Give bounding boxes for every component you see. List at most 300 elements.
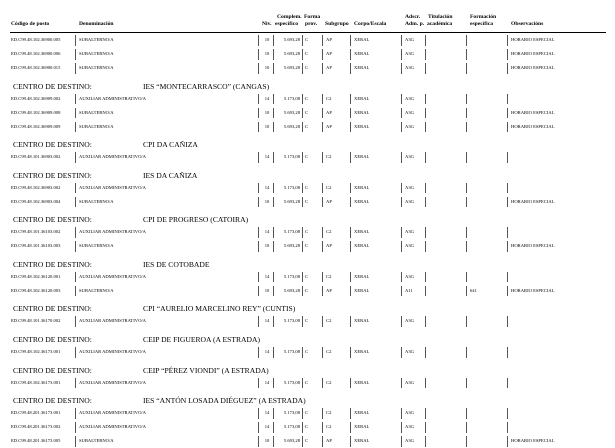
column-divider [425, 227, 426, 238]
position-code: ED.C99.48.102.36120.001 [11, 273, 61, 279]
column-divider [350, 378, 351, 389]
specific-complement: 5.173,08 [283, 318, 300, 324]
column-divider [425, 286, 426, 297]
corps-scale: XERAL [354, 410, 370, 416]
position-title: AUXILIAR ADMINISTRATIVO/A [79, 379, 146, 385]
position-code: ED.C99.48.101.36903.002 [11, 154, 61, 160]
header-niv: Niv. [262, 21, 272, 27]
centro-heading [0, 253, 615, 271]
column-divider [350, 183, 351, 194]
column-divider [258, 272, 259, 283]
column-divider [302, 241, 303, 252]
admin-assignment: A3G [405, 154, 414, 160]
admin-assignment: A11 [405, 287, 413, 293]
column-divider [466, 152, 467, 163]
corps-scale: XERAL [354, 424, 370, 430]
admin-assignment: A3G [405, 229, 414, 235]
column-divider [258, 316, 259, 327]
level: 14 [264, 410, 270, 416]
level: 10 [264, 243, 270, 249]
centro-heading [0, 164, 615, 182]
corps-scale: XERAL [354, 123, 370, 129]
column-divider [75, 272, 76, 283]
column-divider [75, 49, 76, 60]
header-observacions: Observacións [511, 21, 544, 27]
table-row [0, 421, 615, 434]
column-divider [350, 316, 351, 327]
header-complem: Complem. [277, 14, 302, 20]
column-divider [401, 286, 402, 297]
column-divider [350, 286, 351, 297]
column-divider [466, 122, 467, 133]
column-divider [350, 272, 351, 283]
column-divider [507, 49, 508, 60]
level: 10 [264, 287, 270, 293]
column-divider [258, 35, 259, 46]
provision-form: C [305, 243, 309, 249]
specific-complement: 5.693,28 [283, 64, 300, 70]
column-divider [258, 122, 259, 133]
level: 10 [264, 438, 270, 444]
column-divider [273, 436, 274, 447]
provision-form: C [305, 64, 309, 70]
column-divider [258, 183, 259, 194]
table-row [0, 346, 615, 359]
column-divider [258, 422, 259, 433]
column-divider [273, 63, 274, 74]
column-divider [322, 35, 323, 46]
column-divider [273, 347, 274, 358]
column-divider [507, 347, 508, 358]
provision-form: C [305, 109, 309, 115]
table-row [0, 196, 615, 209]
column-divider [466, 94, 467, 105]
header-formacion: Formación [470, 14, 497, 20]
provision-form: C [305, 37, 309, 42]
specific-complement: 5.693,28 [283, 109, 300, 115]
position-title: AUXILIAR ADMINISTRATIVO/A [79, 318, 146, 324]
column-divider [322, 63, 323, 74]
observations: HORARIO ESPECIAL [511, 243, 555, 249]
position-title: AUXILIAR ADMINISTRATIVO/A [79, 273, 146, 279]
table-row [0, 151, 615, 164]
level: 14 [264, 273, 270, 279]
admin-assignment: A3G [405, 273, 414, 279]
table-row [0, 435, 615, 448]
column-divider [507, 197, 508, 208]
centro-label: CENTRO DE DESTINO: [13, 81, 92, 91]
column-divider [401, 108, 402, 119]
corps-scale: XERAL [354, 95, 370, 101]
admin-assignment: A3G [405, 37, 414, 42]
specific-complement: 5.693,28 [283, 438, 300, 444]
column-divider [425, 183, 426, 194]
column-divider [401, 408, 402, 419]
column-divider [258, 408, 259, 419]
column-divider [258, 241, 259, 252]
table-row [0, 226, 615, 239]
column-divider [425, 35, 426, 46]
observations: HORARIO ESPECIAL [511, 37, 555, 42]
column-divider [273, 49, 274, 60]
column-divider [425, 49, 426, 60]
column-divider [322, 272, 323, 283]
table-row [0, 315, 615, 328]
column-divider [322, 122, 323, 133]
column-divider [401, 422, 402, 433]
observations: HORARIO ESPECIAL [511, 438, 555, 444]
column-divider [466, 286, 467, 297]
column-divider [466, 63, 467, 74]
table-row [0, 93, 615, 106]
column-divider [75, 63, 76, 74]
column-divider [273, 227, 274, 238]
position-code: ED.C99.48.102.36909.002 [11, 95, 61, 101]
column-divider [425, 241, 426, 252]
position-code: ED.C99.48.102.36173.001 [11, 349, 61, 355]
admin-assignment: A3G [405, 109, 414, 115]
column-divider [425, 63, 426, 74]
admin-assignment: A3G [405, 349, 414, 355]
table-row [0, 48, 615, 61]
column-divider [425, 94, 426, 105]
column-divider [466, 408, 467, 419]
admin-assignment: A3G [405, 410, 414, 416]
subgroup: AP [326, 438, 332, 444]
column-divider [75, 436, 76, 447]
admin-assignment: A3G [405, 438, 414, 444]
column-divider [322, 241, 323, 252]
column-divider [322, 378, 323, 389]
corps-scale: XERAL [354, 50, 370, 56]
subgroup: C2 [326, 318, 332, 324]
centro-name: CPI DE PROGRESO (CATOIRA) [143, 215, 249, 225]
provision-form: C [305, 349, 309, 355]
position-code: ED.C99.48.102.36900.005 [11, 37, 61, 42]
provision-form: C [305, 273, 309, 279]
position-code: ED.C99.48.102.36173.001 [11, 379, 61, 385]
subgroup: C2 [326, 424, 332, 430]
column-divider [350, 122, 351, 133]
column-divider [466, 35, 467, 46]
column-divider [302, 316, 303, 327]
specific-complement: 5.693,28 [283, 50, 300, 56]
column-divider [507, 63, 508, 74]
observations: HORARIO ESPECIAL [511, 109, 555, 115]
specific-complement: 5.693,28 [283, 287, 300, 293]
corps-scale: XERAL [354, 198, 370, 204]
admin-assignment: A3G [405, 64, 414, 70]
column-divider [258, 108, 259, 119]
column-divider [258, 63, 259, 74]
position-code: ED.C99.48.102.36900.006 [11, 50, 61, 56]
column-divider [425, 408, 426, 419]
column-divider [401, 197, 402, 208]
column-divider [466, 197, 467, 208]
column-divider [273, 94, 274, 105]
column-divider [507, 422, 508, 433]
admin-assignment: A3G [405, 243, 414, 249]
column-divider [322, 183, 323, 194]
column-divider [350, 108, 351, 119]
corps-scale: XERAL [354, 318, 370, 324]
position-title: AUXILIAR ADMINISTRATIVO/A [79, 410, 146, 416]
column-divider [350, 227, 351, 238]
centro-name: CPI “AURELIO MARCELINO REY” (CUNTIS) [143, 304, 296, 314]
specific-complement: 5.693,28 [283, 123, 300, 129]
column-divider [273, 35, 274, 46]
level: 10 [264, 123, 270, 129]
column-divider [350, 152, 351, 163]
column-divider [322, 347, 323, 358]
column-divider [507, 286, 508, 297]
subgroup: C2 [326, 229, 332, 235]
column-divider [75, 197, 76, 208]
provision-form: C [305, 410, 309, 416]
column-divider [322, 422, 323, 433]
centro-label: CENTRO DE DESTINO: [13, 335, 92, 345]
column-divider [507, 35, 508, 46]
subgroup: AP [326, 64, 332, 70]
position-code: ED.C99.48.101.36170.002 [11, 318, 61, 324]
subgroup: C2 [326, 154, 332, 160]
subgroup: AP [326, 287, 332, 293]
position-code: ED.C99.48.201.36173.005 [11, 438, 61, 444]
table-row [0, 182, 615, 195]
position-code: ED.C99.48.102.36903.004 [11, 198, 61, 204]
specific-complement: 5.693,28 [283, 37, 300, 42]
column-divider [322, 316, 323, 327]
specific-complement: 5.693,28 [283, 243, 300, 249]
column-divider [322, 108, 323, 119]
column-divider [302, 422, 303, 433]
column-divider [466, 241, 467, 252]
column-divider [302, 122, 303, 133]
column-divider [302, 436, 303, 447]
column-divider [75, 422, 76, 433]
corps-scale: XERAL [354, 273, 370, 279]
column-divider [425, 108, 426, 119]
position-code: ED.C99.48.201.36173.001 [11, 410, 61, 416]
specific-complement: 5.173,08 [283, 410, 300, 416]
column-divider [302, 49, 303, 60]
column-divider [466, 436, 467, 447]
corps-scale: XERAL [354, 64, 370, 70]
level: 10 [264, 37, 270, 42]
column-divider [302, 94, 303, 105]
specific-complement: 5.173,08 [283, 379, 300, 385]
position-title: SUBALTERNO/A [79, 109, 114, 115]
column-divider [75, 241, 76, 252]
column-divider [425, 316, 426, 327]
level: 10 [264, 64, 270, 70]
column-divider [507, 241, 508, 252]
header-rule [10, 32, 606, 33]
centro-name: CPI DA CAÑIZA [143, 140, 198, 150]
column-divider [75, 152, 76, 163]
specific-complement: 5.693,28 [283, 198, 300, 204]
subgroup: AP [326, 37, 332, 42]
column-divider [75, 347, 76, 358]
level: 10 [264, 50, 270, 56]
centro-heading [0, 133, 615, 151]
column-divider [273, 197, 274, 208]
level: 14 [264, 184, 270, 190]
specific-training: 641 [470, 287, 477, 293]
table-row [0, 121, 615, 134]
provision-form: C [305, 287, 309, 293]
column-divider [302, 183, 303, 194]
centro-label: CENTRO DE DESTINO: [13, 170, 92, 180]
column-divider [75, 408, 76, 419]
table-row [0, 107, 615, 120]
centro-name: IES “ANTÓN LOSADA DIÉGUEZ” (A ESTRADA) [143, 396, 306, 406]
column-divider [466, 378, 467, 389]
column-divider [350, 94, 351, 105]
subgroup: C2 [326, 410, 332, 416]
column-divider [273, 316, 274, 327]
column-divider [302, 227, 303, 238]
corps-scale: XERAL [354, 37, 370, 42]
centro-label: CENTRO DE DESTINO: [13, 304, 92, 314]
column-divider [302, 152, 303, 163]
header-subgrupo: Subgrupo [325, 21, 349, 27]
column-divider [322, 197, 323, 208]
column-divider [273, 378, 274, 389]
column-divider [75, 227, 76, 238]
subgroup: AP [326, 123, 332, 129]
specific-complement: 5.173,08 [283, 95, 300, 101]
level: 14 [264, 379, 270, 385]
column-divider [258, 49, 259, 60]
column-divider [258, 347, 259, 358]
subgroup: C2 [326, 184, 332, 190]
column-divider [258, 197, 259, 208]
corps-scale: XERAL [354, 184, 370, 190]
admin-assignment: A3G [405, 184, 414, 190]
subgroup: AP [326, 198, 332, 204]
position-title: SUBALTERNO/A [79, 50, 114, 56]
position-title: SUBALTERNO/A [79, 438, 114, 444]
column-divider [507, 436, 508, 447]
column-divider [425, 122, 426, 133]
column-divider [273, 422, 274, 433]
provision-form: C [305, 123, 309, 129]
corps-scale: XERAL [354, 109, 370, 115]
column-divider [258, 152, 259, 163]
column-divider [75, 378, 76, 389]
column-divider [350, 35, 351, 46]
position-title: AUXILIAR ADMINISTRATIVO/A [79, 229, 146, 235]
centro-heading [0, 389, 615, 407]
column-divider [273, 408, 274, 419]
column-divider [401, 152, 402, 163]
position-code: ED.C99.48.201.36173.002 [11, 424, 61, 430]
position-title: SUBALTERNO/A [79, 198, 114, 204]
column-divider [425, 347, 426, 358]
column-divider [466, 49, 467, 60]
column-divider [466, 227, 467, 238]
column-divider [322, 408, 323, 419]
centro-heading [0, 359, 615, 377]
level: 14 [264, 424, 270, 430]
column-divider [273, 122, 274, 133]
column-divider [302, 347, 303, 358]
level: 14 [264, 154, 270, 160]
level: 14 [264, 229, 270, 235]
centro-heading [0, 208, 615, 226]
column-divider [75, 286, 76, 297]
column-divider [322, 94, 323, 105]
admin-assignment: A3G [405, 424, 414, 430]
provision-form: C [305, 379, 309, 385]
header-codigo: Código de posto [11, 21, 50, 27]
level: 14 [264, 318, 270, 324]
header-academica: académica [427, 21, 453, 27]
position-code: ED.C99.48.101.36103.002 [11, 229, 61, 235]
column-divider [425, 197, 426, 208]
column-divider [507, 272, 508, 283]
column-divider [258, 436, 259, 447]
provision-form: C [305, 424, 309, 430]
column-divider [507, 408, 508, 419]
provision-form: C [305, 154, 309, 160]
admin-assignment: A3G [405, 95, 414, 101]
provision-form: C [305, 438, 309, 444]
column-divider [425, 378, 426, 389]
column-divider [466, 316, 467, 327]
column-divider [425, 272, 426, 283]
positions-table [0, 34, 615, 448]
level: 14 [264, 349, 270, 355]
header-denominacion: Denominación [79, 21, 114, 27]
position-code: ED.C99.48.102.36909.009 [11, 123, 61, 129]
column-divider [258, 286, 259, 297]
corps-scale: XERAL [354, 229, 370, 235]
specific-complement: 5.173,08 [283, 273, 300, 279]
column-divider [401, 183, 402, 194]
position-title: SUBALTERNO/A [79, 37, 114, 42]
table-row [0, 271, 615, 284]
column-divider [466, 422, 467, 433]
provision-form: C [305, 95, 309, 101]
observations: HORARIO ESPECIAL [511, 198, 555, 204]
column-divider [302, 408, 303, 419]
level: 10 [264, 198, 270, 204]
position-title: AUXILIAR ADMINISTRATIVO/A [79, 349, 146, 355]
column-divider [466, 183, 467, 194]
column-divider [75, 183, 76, 194]
column-divider [507, 378, 508, 389]
column-divider [466, 347, 467, 358]
level: 14 [264, 95, 270, 101]
subgroup: AP [326, 243, 332, 249]
centro-heading [0, 297, 615, 315]
column-divider [302, 35, 303, 46]
column-divider [401, 272, 402, 283]
column-divider [507, 227, 508, 238]
column-divider [75, 122, 76, 133]
header-adm-p: Adm. p. [405, 21, 425, 27]
corps-scale: XERAL [354, 243, 370, 249]
column-divider [425, 422, 426, 433]
column-divider [466, 108, 467, 119]
header-especifico: específico [275, 21, 298, 27]
column-divider [401, 347, 402, 358]
centro-name: IES “MONTECARRASCO” (CANGAS) [143, 81, 270, 91]
corps-scale: XERAL [354, 287, 370, 293]
column-divider [401, 63, 402, 74]
